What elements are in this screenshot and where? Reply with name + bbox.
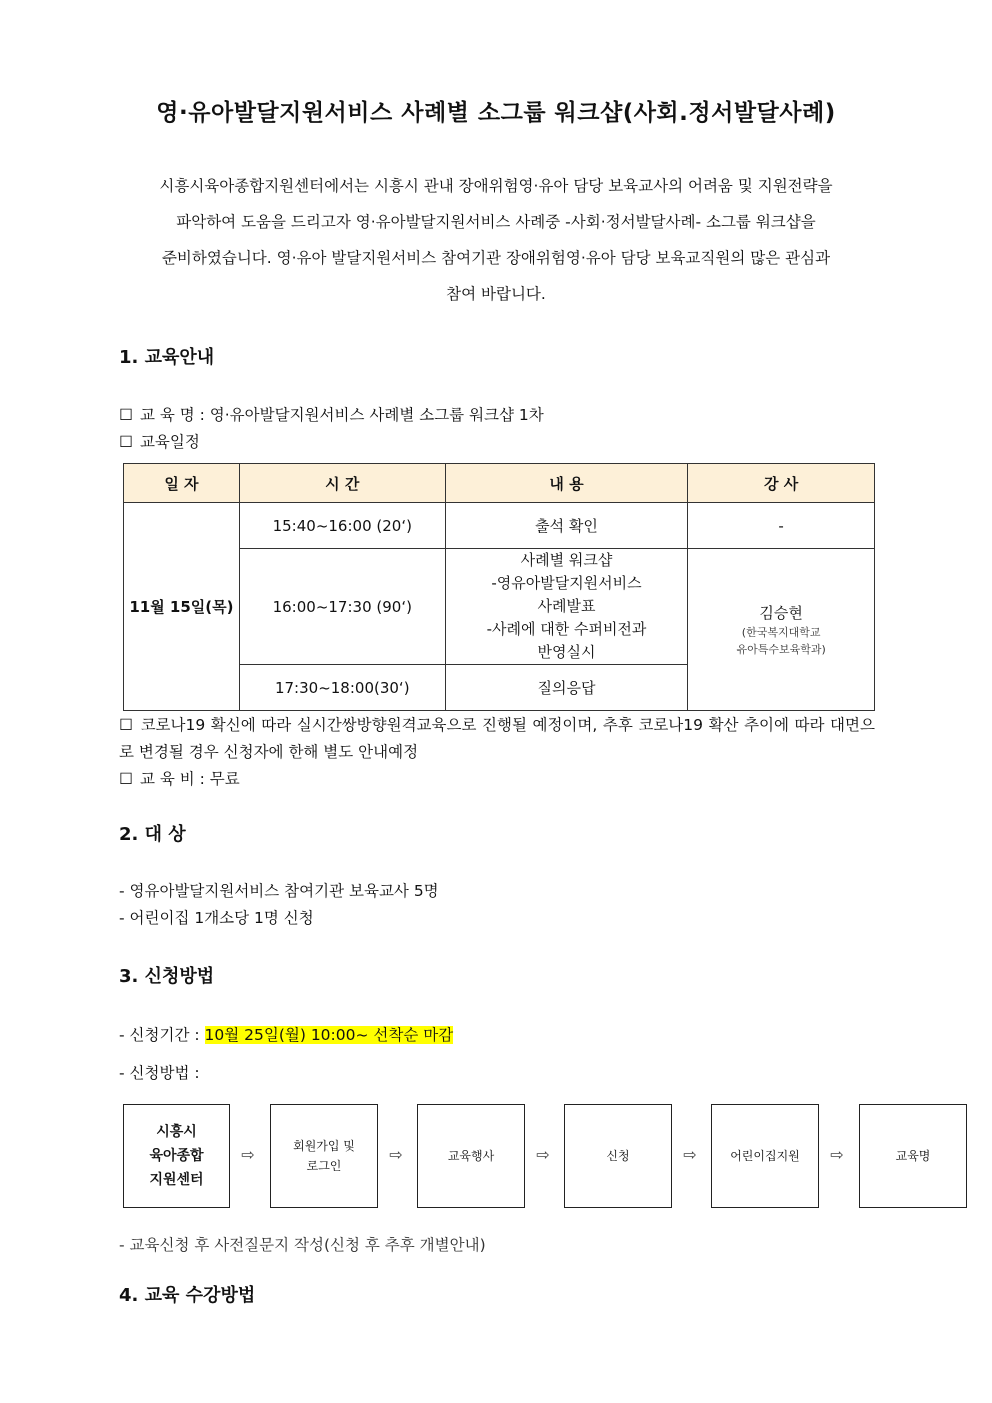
header-content: 내 용: [445, 464, 688, 503]
flow-step-text: 지원센터: [149, 1172, 204, 1188]
application-period-value: 10월 25일(월) 10:00~ 선착순 마감: [204, 1026, 454, 1044]
target-item: - 어린이집 1개소당 1명 신청: [119, 909, 314, 927]
flow-step-events: [417, 1104, 525, 1208]
flow-step-text: 육아종합: [149, 1148, 204, 1164]
intro-line: 준비하였습니다. 영·유아 발달지원서비스 참여기관 장애위험영·유아 담당 보육교직원의 많은 관심과: [161, 249, 831, 267]
intro-line: 시흥시육아종합지원센터에서는 시흥시 관내 장애위험영·유아 담당 보육교사의 어려움 및 지원전략을: [159, 177, 833, 195]
course-name: 교 육 명 : 영·유아발달지원서비스 사례별 소그룹 워크샵 1차: [139, 406, 544, 424]
checkbox-icon: ☐: [119, 406, 133, 424]
table-row: [124, 503, 875, 549]
flow-step-course-name: [859, 1104, 967, 1208]
content-line: -사례에 대한 수퍼비전과: [486, 620, 647, 638]
content-cell: [445, 549, 688, 665]
covid-note-text: 코로나19 확신에 따라 실시간쌍방향원격교육으로 진행될 예정이며, 추후 코로나19 확산 추이에 따라 대면으로 변경될 경우 신청자에 한해 별도 안내예정: [119, 716, 875, 761]
header-time: 시 간: [239, 464, 445, 503]
flow-step-text: 시흥시: [156, 1124, 197, 1140]
flow-step-center: [123, 1104, 230, 1208]
document-title: 영·유아발달지원서비스 사례별 소그룹 워크샵(사회.정서발달사례): [156, 100, 836, 126]
flow-step-text: 교육행사: [447, 1149, 495, 1163]
content-line: 반영실시: [537, 643, 596, 661]
checkbox-icon: ☐: [119, 433, 133, 451]
lecturer-name: 김승현: [759, 603, 803, 622]
lecturer-affiliation: (한국복지대학교: [741, 625, 821, 639]
date-cell: 11월 15일(목): [124, 503, 240, 711]
checkbox-icon: ☐: [119, 716, 133, 734]
arrow-right-icon: ⇨: [830, 1145, 844, 1164]
flow-step-text: 신청: [606, 1149, 630, 1163]
flow-step-daycare-support: [711, 1104, 819, 1208]
table-header-row: [124, 464, 875, 503]
content-cell: 질의응답: [445, 665, 688, 711]
flow-step-text: 회원가입 및: [293, 1139, 355, 1153]
time-cell: 15:40~16:00 (20‘): [239, 503, 445, 549]
schedule-label: 교육일정: [139, 433, 200, 451]
target-item: - 영유아발달지원서비스 참여기관 보육교사 5명: [119, 882, 439, 900]
lecturer-cell: [688, 549, 875, 711]
flow-step-text: 로그인: [306, 1159, 342, 1173]
content-line: -영유아발달지원서비스: [491, 574, 642, 592]
lecturer-cell: -: [688, 503, 875, 549]
schedule-table: [123, 463, 875, 711]
covid-note: [119, 712, 875, 766]
intro-line: 참여 바랍니다.: [446, 285, 546, 303]
content-line: 사례발표: [537, 597, 596, 615]
header-lecturer: 강 사: [688, 464, 875, 503]
section-heading-education-info: 1. 교육안내: [119, 347, 215, 368]
lecturer-affiliation: 유아특수보육학과): [736, 642, 826, 656]
flow-step-text: 어린이집지원: [730, 1149, 800, 1163]
checkbox-icon: ☐: [119, 770, 133, 788]
intro-paragraph: [110, 168, 882, 312]
content-cell: 출석 확인: [445, 503, 688, 549]
application-period-label: - 신청기간 :: [119, 1026, 205, 1044]
schedule-label-line: [119, 430, 200, 452]
application-method-label: - 신청방법 :: [119, 1064, 200, 1082]
section-heading-target: 2. 대 상: [119, 824, 186, 845]
arrow-right-icon: ⇨: [536, 1145, 550, 1164]
course-name-line: [119, 403, 544, 425]
fee-text: 교 육 비 : 무료: [139, 770, 240, 788]
intro-line: 파악하여 도움을 드리고자 영·유아발달지원서비스 사례중 -사회·정서발달사례- 소그룹 워크샵을: [176, 213, 816, 231]
arrow-right-icon: ⇨: [389, 1145, 403, 1164]
content-line: 사례별 워크샵: [520, 551, 613, 569]
flow-step-text: 교육명: [895, 1149, 931, 1163]
flow-step-signup: [270, 1104, 378, 1208]
section-heading-attendance: 4. 교육 수강방법: [119, 1285, 256, 1306]
fee-line: [119, 767, 240, 789]
arrow-right-icon: ⇨: [241, 1145, 255, 1164]
flow-step-apply: [564, 1104, 672, 1208]
time-cell: 16:00~17:30 (90‘): [239, 549, 445, 665]
arrow-right-icon: ⇨: [683, 1145, 697, 1164]
application-period-line: [119, 1023, 453, 1045]
section-heading-application: 3. 신청방법: [119, 966, 215, 987]
header-date: 일 자: [124, 464, 240, 503]
application-after-note: - 교육신청 후 사전질문지 작성(신청 후 추후 개별안내): [119, 1236, 486, 1254]
time-cell: 17:30~18:00(30‘): [239, 665, 445, 711]
